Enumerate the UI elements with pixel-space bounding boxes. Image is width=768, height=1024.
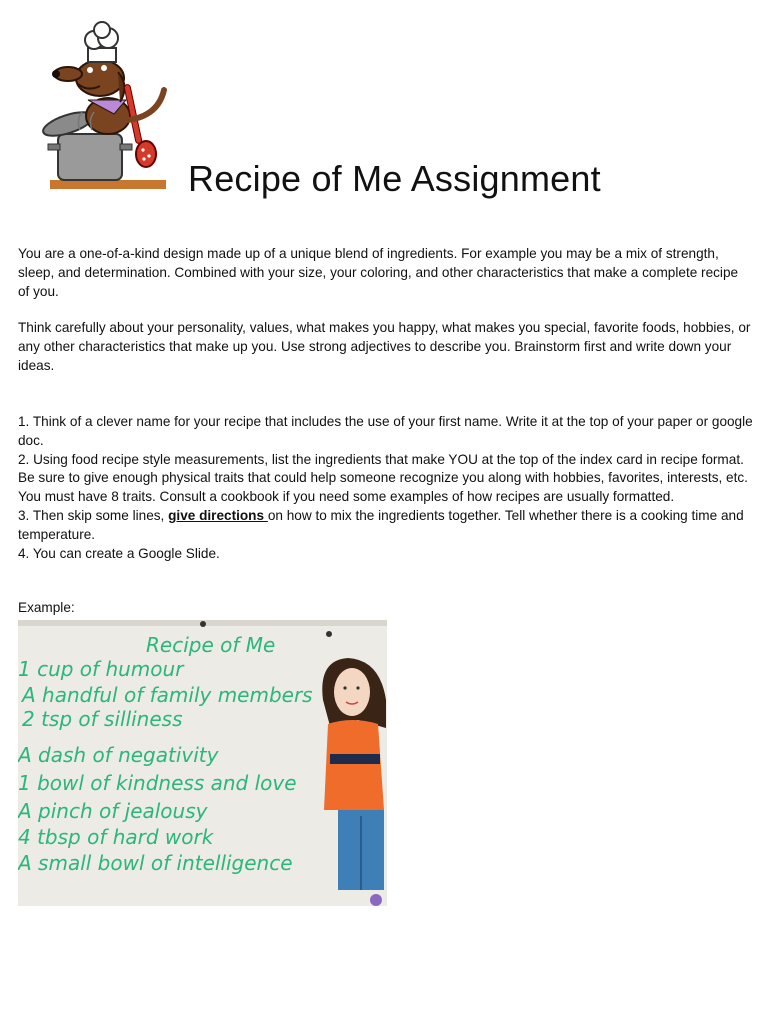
page-title: Recipe of Me Assignment bbox=[188, 158, 601, 199]
step-1: 1. Think of a clever name for your recipe that includes the use of your first name. Write it at the top of your paper or google doc. bbox=[18, 414, 753, 448]
step-3-text-before: 3. Then skip some lines, bbox=[18, 507, 169, 523]
give-directions-emphasis: give directions bbox=[168, 507, 268, 523]
recipe-line-1: 1 cup of humour bbox=[18, 657, 184, 681]
step-3 bbox=[18, 507, 753, 545]
recipe-line-4: A dash of negativity bbox=[18, 743, 219, 767]
step-2: 2. Using food recipe style measurements, list the ingredients that make YOU at the top of the index card in recipe format. Be sure to give enough physical traits that could help someone recognize you along with hobbies, favorites, interests, etc. You must have 8 traits. Consult a cookbook if you need some examples of how recipes are usually formatted. bbox=[18, 451, 748, 505]
intro-paragraph-2: Think carefully about your personality, values, what makes you happy, what makes you special, favorite foods, hobbies, or any other characteristics that make up you. Use strong adjectives to describe you. Brainstorm first and write down your ideas. bbox=[18, 320, 751, 373]
example-photo bbox=[18, 620, 387, 906]
recipe-line-6: A pinch of jealousy bbox=[18, 799, 208, 823]
instruction-steps bbox=[18, 413, 753, 563]
recipe-line-8: A small bowl of intelligence bbox=[18, 851, 293, 875]
chart-title: Recipe of Me bbox=[146, 633, 276, 657]
chef-dog-cooking-icon bbox=[18, 16, 190, 192]
recipe-line-7: 4 tbsp of hard work bbox=[18, 825, 214, 849]
step-4: 4. You can create a Google Slide. bbox=[18, 545, 220, 561]
intro-paragraph-1: You are a one-of-a-kind design made up of a unique blend of ingredients. For example you may be a mix of strength, sleep, and determination. Combined with your size, your coloring, and other characteristics that make a complete recipe of you. bbox=[18, 246, 739, 299]
recipe-line-5: 1 bowl of kindness and love bbox=[18, 771, 297, 795]
example-label: Example: bbox=[18, 600, 75, 615]
recipe-line-2: A handful of family members bbox=[22, 683, 313, 707]
recipe-line-3: 2 tsp of silliness bbox=[22, 707, 183, 731]
step-3-text-after: on how to mix the ingredients together. Tell whether there is a cooking time and temperature. bbox=[18, 507, 744, 542]
